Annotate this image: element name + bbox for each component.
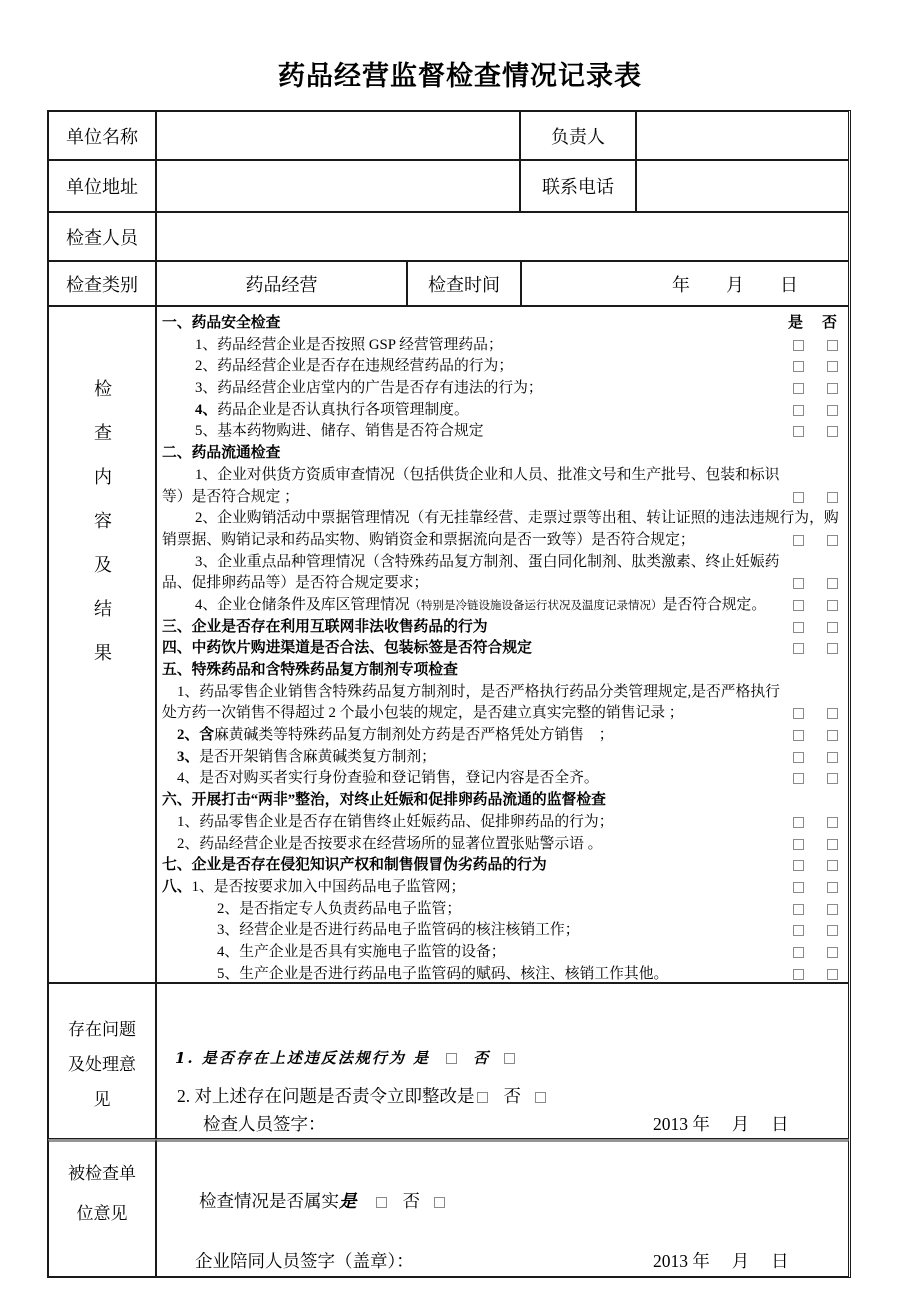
yes-checkbox[interactable] [793,817,804,828]
checklist-lines [156,306,849,983]
confirm-yes-checkbox[interactable] [376,1197,387,1208]
checklist-section-header: 六、开展打击“两非”整治，对终止妊娠和促排卵药品流通的监督检查 [162,792,606,809]
problems-content [156,983,849,1139]
checklist-item: 品、促排卵药品等）是否符合规定要求； [157,573,848,595]
checklist-item: 3、经营企业是否进行药品电子监管码的核注核销工作； [157,920,848,942]
yes-checkbox[interactable] [793,643,804,654]
checklist-item: 三、企业是否存在利用互联网非法收售药品的行为 [157,617,848,639]
checklist-item: 4、企业仓储条件及库区管理情况（特别是冷链设施设备运行状况及温度记录情况）是否符合规定。 [157,595,848,617]
checklist-item: 八、1、是否按要求加入中国药品电子监管网； [157,877,848,899]
checklist-item: 2、药品经营企业是否存在违规经营药品的行为； [157,356,848,378]
inspection-form-table [47,110,851,1278]
no-checkbox[interactable] [827,925,838,936]
checklist-section-label-cell [48,306,156,983]
principal-label: 负责人 [520,111,636,160]
checklist-item: 2、是否指定专人负责药品电子监管； [157,899,848,921]
yes-column-header: 是 [788,315,804,331]
phone-label: 联系电话 [520,160,636,212]
inspectors-label: 检查人员 [48,212,156,261]
time-field[interactable]: 年 月 日 [521,261,849,306]
yes-checkbox[interactable] [793,340,804,351]
violation-yes-checkbox[interactable] [446,1053,457,1064]
yes-checkbox[interactable] [793,860,804,871]
checklist-item: 4、药品企业是否认真执行各项管理制度。 [157,400,848,422]
problem-question-2: 2. 对上述存在问题是否责令立即整改是 否 [157,1085,848,1107]
checklist-item: 2、药品经营企业是否按要求在经营场所的显著位置张贴警示语 。 [157,834,848,856]
yes-checkbox[interactable] [793,578,804,589]
checklist-item: 七、企业是否存在侵犯知识产权和制售假冒伪劣药品的行为 [157,855,848,877]
yes-checkbox[interactable] [793,752,804,763]
no-checkbox[interactable] [827,708,838,719]
inspector-signature-line [157,1113,848,1135]
no-checkbox[interactable] [827,535,838,546]
inspected-unit-content [156,1139,849,1277]
yes-checkbox[interactable] [793,925,804,936]
no-checkbox[interactable] [827,622,838,633]
no-checkbox[interactable] [827,600,838,611]
form-title: 药品经营监督检查情况记录表 [278,61,642,91]
category-value: 药品经营 [156,261,407,306]
unit-address-label: 单位地址 [48,160,156,212]
yes-checkbox[interactable] [793,839,804,850]
rectify-yes-checkbox[interactable] [477,1092,488,1103]
checklist-item: 四、中药饮片购进渠道是否合法、包装标签是否符合规定 [157,638,848,660]
inspectors-field[interactable] [156,212,849,261]
yes-checkbox[interactable] [793,622,804,633]
checklist-item: 3、企业重点品种管理情况（含特殊药品复方制剂、蛋白同化制剂、肽类激素、终止妊娠药 [195,553,780,570]
no-checkbox[interactable] [827,578,838,589]
no-checkbox[interactable] [827,405,838,416]
no-checkbox[interactable] [827,643,838,654]
no-checkbox[interactable] [827,969,838,980]
no-checkbox[interactable] [827,492,838,503]
yes-checkbox[interactable] [793,600,804,611]
checklist-item: 5、基本药物购进、储存、销售是否符合规定 [157,421,848,443]
yes-checkbox[interactable] [793,969,804,980]
no-column-header: 否 [822,315,838,331]
yes-checkbox[interactable] [793,426,804,437]
inspector-signature-label: 检查人员签字： [203,1114,326,1134]
company-sign-date: 2013 年 月 日 [653,1251,789,1271]
checklist-item: 1、药品零售企业是否存在销售终止妊娠药品、促排卵药品的行为； [157,812,848,834]
no-checkbox[interactable] [827,340,838,351]
inspected-unit-question: 检查情况是否属实是 否 [157,1190,848,1212]
category-label: 检查类别 [48,261,156,306]
rectify-no-checkbox[interactable] [535,1092,546,1103]
unit-name-field[interactable] [156,111,520,160]
time-label: 检查时间 [407,261,521,306]
checklist-section-header: 二、药品流通检查 [162,445,281,462]
checklist-section-header: 一、药品安全检查 是 否 [157,313,848,335]
violation-no-checkbox[interactable] [504,1053,515,1064]
unit-address-field[interactable] [156,160,520,212]
checklist-item: 等）是否符合规定 ； [157,487,848,509]
yes-checkbox[interactable] [793,773,804,784]
checklist-item: 1、药品经营企业是否按照 GSP 经营管理药品； [157,335,848,357]
no-checkbox[interactable] [827,426,838,437]
yes-checkbox[interactable] [793,405,804,416]
principal-field[interactable] [636,111,849,160]
checklist-item: 3、是否开架销售含麻黄碱类复方制剂； [157,747,848,769]
no-checkbox[interactable] [827,730,838,741]
checklist-item: 4、是否对购买者实行身份查验和登记销售，登记内容是否全齐。 [157,768,848,790]
checklist-item: 4、生产企业是否具有实施电子监管的设备； [157,942,848,964]
company-signature-line [157,1250,848,1272]
no-checkbox[interactable] [827,773,838,784]
yes-checkbox[interactable] [793,730,804,741]
checklist-item: 1、企业对供货方资质审查情况（包括供货企业和人员、批准文号和生产批号、包装和标识 [195,466,780,483]
yes-checkbox[interactable] [793,361,804,372]
checklist-section-label: 检查内容及结果 [92,379,112,687]
inspector-sign-date: 2013 年 月 日 [653,1114,789,1134]
inspected-unit-section-label: 被检查单 位意见 [48,1139,156,1277]
phone-field[interactable] [636,160,849,212]
no-checkbox[interactable] [827,361,838,372]
checklist-item: 处方药一次销售不得超过 2 个最小包装的规定，是否建立真实完整的销售记录 ； [157,703,848,725]
no-checkbox[interactable] [827,860,838,871]
checklist-item: 2、含麻黄碱类等特殊药品复方制剂处方药是否严格凭处方销售 ； [157,725,848,747]
checklist-item: 5、生产企业是否进行药品电子监管码的赋码、核注、核销工作其他。 [157,964,848,986]
yes-checkbox[interactable] [793,947,804,958]
no-checkbox[interactable] [827,882,838,893]
yes-checkbox[interactable] [793,708,804,719]
no-checkbox[interactable] [827,752,838,763]
yes-checkbox[interactable] [793,383,804,394]
checklist-section-header: 五、特殊药品和含特殊药品复方制剂专项检查 [162,662,458,678]
checklist-item: 销票据、购销记录和药品实物、购销资金和票据流向是否一致等）是否符合规定； [157,530,848,552]
no-checkbox[interactable] [827,383,838,394]
confirm-no-checkbox[interactable] [434,1197,445,1208]
unit-name-label: 单位名称 [48,111,156,160]
problems-section-label: 存在问题 及处理意 见 [48,983,156,1139]
checklist-item: 2、企业购销活动中票据管理情况（有无挂靠经营、走票过票等出租、转让证照的违法违规行为，购 [195,510,839,527]
yes-checkbox[interactable] [793,535,804,546]
no-checkbox[interactable] [827,817,838,828]
yes-checkbox[interactable] [793,904,804,915]
company-signature-label: 企业陪同人员签字（盖章）： [195,1251,414,1271]
problem-question-1: 1. 是否存在上述违反法规行为 是 否 [157,1047,848,1069]
no-checkbox[interactable] [827,947,838,958]
checklist-item: 1、药品零售企业销售含特殊药品复方制剂时，是否严格执行药品分类管理规定,是否严格执行 [177,683,780,700]
no-checkbox[interactable] [827,839,838,850]
no-checkbox[interactable] [827,904,838,915]
yes-checkbox[interactable] [793,492,804,503]
yes-checkbox[interactable] [793,882,804,893]
checklist-item: 3、药品经营企业店堂内的广告是否存有违法的行为； [157,378,848,400]
